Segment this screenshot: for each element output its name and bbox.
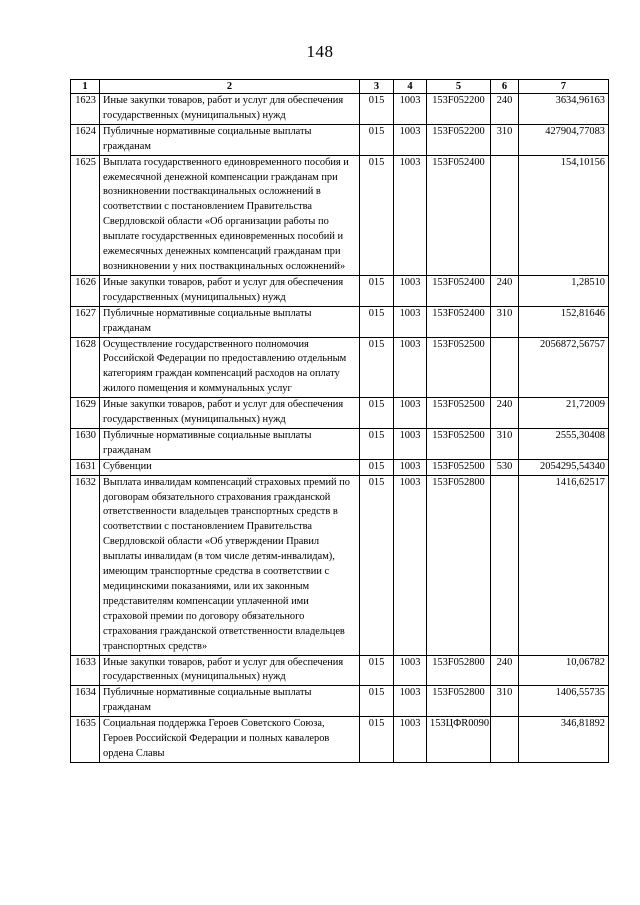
row-code-4: 1003 <box>394 475 427 655</box>
row-code-5: 153F052800 <box>427 475 491 655</box>
table-row <box>71 459 609 475</box>
row-code-5: 153F052400 <box>427 275 491 306</box>
row-amount: 2056872,56757 <box>519 337 609 398</box>
row-amount: 2054295,54340 <box>519 459 609 475</box>
column-header: 2 <box>100 80 360 94</box>
table-row <box>71 428 609 459</box>
row-description: Иные закупки товаров, работ и услуг для обеспечения государственных (муниципальных) нужд <box>100 275 360 306</box>
row-code-6: 530 <box>491 459 519 475</box>
row-description: Осуществление государственного полномочия Российской Федерации по предоставлению отдельным категориям граждан компенсаций расходов на оплату жилого помещения и коммунальных услуг <box>100 337 360 398</box>
row-code-6: 240 <box>491 655 519 686</box>
page-number: 148 <box>306 42 334 61</box>
row-code-3: 015 <box>360 398 394 429</box>
column-header: 3 <box>360 80 394 94</box>
row-description: Выплата государственного единовременного пособия и ежемесячной денежной компенсации гражданам при возникновении поствакцинальных осложнений в соответствии с постановлением Правительства Свердловской области «Об организации работы по выплате государственных единовременных пособий и ежемесячных денежных компенсаций гражданам при возникновении у них поствакцинальных осложнений» <box>100 155 360 275</box>
row-code-6: 310 <box>491 686 519 717</box>
row-code-5: 153F052500 <box>427 459 491 475</box>
row-number: 1633 <box>71 655 100 686</box>
row-code-3: 015 <box>360 686 394 717</box>
row-amount: 1416,62517 <box>519 475 609 655</box>
row-code-5: 153F052500 <box>427 398 491 429</box>
row-code-6 <box>491 475 519 655</box>
row-number: 1635 <box>71 717 100 763</box>
row-amount: 1406,55735 <box>519 686 609 717</box>
row-code-4: 1003 <box>394 428 427 459</box>
row-code-3: 015 <box>360 337 394 398</box>
table-row <box>71 275 609 306</box>
row-code-4: 1003 <box>394 398 427 429</box>
table-row <box>71 155 609 275</box>
column-header: 5 <box>427 80 491 94</box>
row-code-6: 310 <box>491 124 519 155</box>
row-code-4: 1003 <box>394 306 427 337</box>
table-row <box>71 398 609 429</box>
row-code-4: 1003 <box>394 337 427 398</box>
column-header: 1 <box>71 80 100 94</box>
row-description: Публичные нормативные социальные выплаты гражданам <box>100 306 360 337</box>
row-code-5: 153F052200 <box>427 124 491 155</box>
row-code-3: 015 <box>360 459 394 475</box>
row-code-5: 153F052400 <box>427 306 491 337</box>
budget-table <box>70 79 609 763</box>
row-code-3: 015 <box>360 306 394 337</box>
table-row <box>71 475 609 655</box>
column-header: 6 <box>491 80 519 94</box>
row-code-3: 015 <box>360 155 394 275</box>
row-amount: 1,28510 <box>519 275 609 306</box>
column-header: 7 <box>519 80 609 94</box>
row-description: Субвенции <box>100 459 360 475</box>
row-code-5: 153F052500 <box>427 337 491 398</box>
row-amount: 2555,30408 <box>519 428 609 459</box>
row-code-4: 1003 <box>394 686 427 717</box>
table-row <box>71 717 609 763</box>
row-amount: 427904,77083 <box>519 124 609 155</box>
row-code-3: 015 <box>360 475 394 655</box>
row-number: 1634 <box>71 686 100 717</box>
row-description: Публичные нормативные социальные выплаты гражданам <box>100 428 360 459</box>
row-amount: 3634,96163 <box>519 94 609 125</box>
row-code-3: 015 <box>360 717 394 763</box>
row-code-4: 1003 <box>394 459 427 475</box>
row-code-5: 153F052200 <box>427 94 491 125</box>
row-amount: 21,72009 <box>519 398 609 429</box>
row-code-5: 153F052400 <box>427 155 491 275</box>
row-code-4: 1003 <box>394 94 427 125</box>
row-description: Иные закупки товаров, работ и услуг для обеспечения государственных (муниципальных) нужд <box>100 398 360 429</box>
row-amount: 154,10156 <box>519 155 609 275</box>
table-row <box>71 337 609 398</box>
row-code-4: 1003 <box>394 275 427 306</box>
row-code-6 <box>491 717 519 763</box>
row-code-6: 240 <box>491 94 519 125</box>
table-row <box>71 655 609 686</box>
row-code-5: 153F052800 <box>427 686 491 717</box>
row-code-6: 240 <box>491 275 519 306</box>
row-code-6: 310 <box>491 306 519 337</box>
row-description: Иные закупки товаров, работ и услуг для обеспечения государственных (муниципальных) нужд <box>100 94 360 125</box>
row-number: 1631 <box>71 459 100 475</box>
row-code-6 <box>491 155 519 275</box>
row-description: Публичные нормативные социальные выплаты гражданам <box>100 686 360 717</box>
row-code-4: 1003 <box>394 155 427 275</box>
row-code-3: 015 <box>360 275 394 306</box>
row-number: 1632 <box>71 475 100 655</box>
row-amount: 346,81892 <box>519 717 609 763</box>
row-amount: 10,06782 <box>519 655 609 686</box>
row-number: 1628 <box>71 337 100 398</box>
column-header: 4 <box>394 80 427 94</box>
row-code-3: 015 <box>360 655 394 686</box>
row-code-5: 153F052500 <box>427 428 491 459</box>
row-number: 1627 <box>71 306 100 337</box>
row-number: 1626 <box>71 275 100 306</box>
row-code-6: 310 <box>491 428 519 459</box>
row-number: 1629 <box>71 398 100 429</box>
table-row <box>71 94 609 125</box>
row-code-5: 153F052800 <box>427 655 491 686</box>
table-row <box>71 124 609 155</box>
row-number: 1623 <box>71 94 100 125</box>
table-row <box>71 306 609 337</box>
row-description: Выплата инвалидам компенсаций страховых премий по договорам обязательного страхования гражданской ответственности владельцев транспортных средств в соответствии с постановлением Правительства Свердловской области «Об утверждении Правил выплаты инвалидам (в том числе детям-инвалидам), имеющим транспортные средства в соответствии с медицинскими показаниями, или их законным представителям компенсации уплаченной ими страховой премии по договору обязательного страхования гражданской ответственности владельцев транспортных средств» <box>100 475 360 655</box>
row-code-6: 240 <box>491 398 519 429</box>
row-code-5: 153ЦФR0090 <box>427 717 491 763</box>
row-description: Социальная поддержка Героев Советского Союза, Героев Российской Федерации и полных кавалеров ордена Славы <box>100 717 360 763</box>
row-description: Публичные нормативные социальные выплаты гражданам <box>100 124 360 155</box>
row-code-4: 1003 <box>394 124 427 155</box>
row-code-4: 1003 <box>394 717 427 763</box>
table-row <box>71 686 609 717</box>
row-code-3: 015 <box>360 94 394 125</box>
row-number: 1630 <box>71 428 100 459</box>
row-amount: 152,81646 <box>519 306 609 337</box>
row-number: 1625 <box>71 155 100 275</box>
column-header-row <box>71 80 609 94</box>
row-code-4: 1003 <box>394 655 427 686</box>
row-code-6 <box>491 337 519 398</box>
row-number: 1624 <box>71 124 100 155</box>
row-code-3: 015 <box>360 124 394 155</box>
row-description: Иные закупки товаров, работ и услуг для обеспечения государственных (муниципальных) нужд <box>100 655 360 686</box>
row-code-3: 015 <box>360 428 394 459</box>
